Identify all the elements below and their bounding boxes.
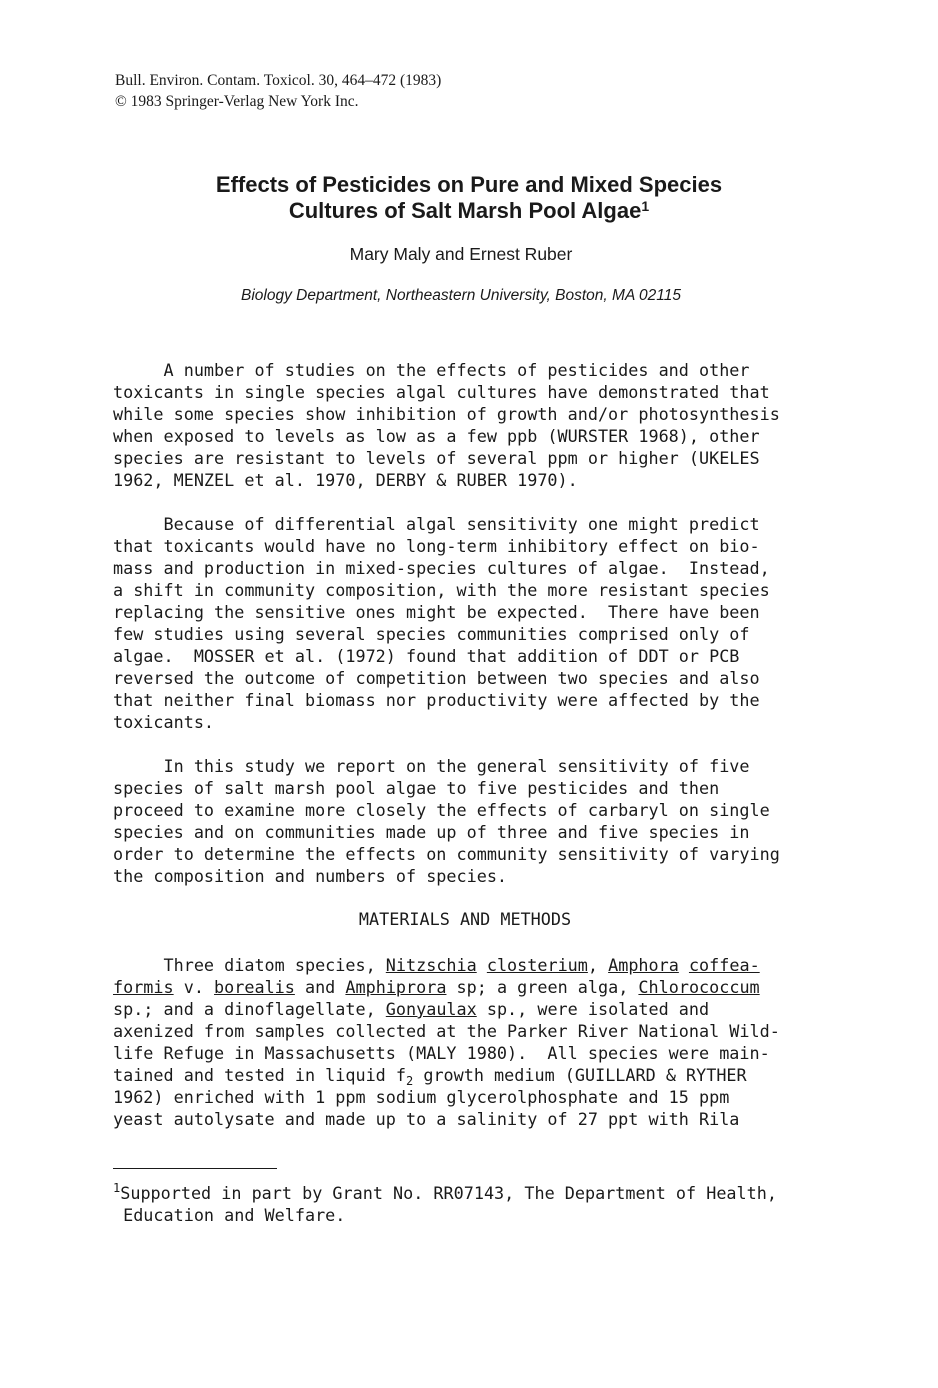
text-line: Because of differential algal sensitivity one might predict: [113, 514, 760, 534]
text-line: life Refuge in Massachusetts (MALY 1980). All species were main-: [113, 1043, 770, 1063]
text-line: replacing the sensitive ones might be expected. There have been: [113, 602, 760, 622]
subscript: 2: [406, 1074, 414, 1088]
text-line: the composition and numbers of species.: [113, 866, 508, 886]
genus-name: Amphiprora: [345, 977, 447, 997]
footnote-line-2: Education and Welfare.: [113, 1205, 346, 1225]
text-line: species are resistant to levels of several ppm or higher (UKELES: [113, 448, 760, 468]
text-line: algae. MOSSER et al. (1972) found that addition of DDT or PCB: [113, 646, 740, 666]
text-line: when exposed to levels as low as a few ppb (WURSTER 1968), other: [113, 426, 760, 446]
intro-paragraph-1: [113, 359, 780, 491]
text-line: proceed to examine more closely the effects of carbaryl on single: [113, 800, 770, 820]
text-line: 1962, MENZEL et al. 1970, DERBY & RUBER 1970).: [113, 470, 578, 490]
text-line: tained and tested in liquid $f_2$ growth medium (GUILLARD & RYTHER: [113, 1065, 747, 1088]
text-line: that toxicants would have no long-term inhibitory effect on bio-: [113, 536, 760, 556]
footnote-line-1: $^1$Supported in part by Grant No. RR07143, The Department of Health,: [113, 1181, 777, 1203]
affiliation: Biology Department, Northeastern University, Boston, MA 02115: [241, 287, 681, 304]
text-line: In this study we report on the general sensitivity of five: [113, 756, 750, 776]
footnote-marker: 1: [113, 1181, 121, 1195]
title-line-2: [0, 198, 938, 224]
text-line: axenized from samples collected at the Parker River National Wild-: [113, 1021, 780, 1041]
species-name: closterium: [486, 955, 588, 975]
genus-name: Nitzschia: [385, 955, 477, 975]
text-line: few studies using several species communities comprised only of: [113, 624, 750, 644]
text-line: A number of studies on the effects of pesticides and other: [113, 360, 750, 380]
text-line: reversed the outcome of competition between two species and also: [113, 668, 760, 688]
text-line: order to determine the effects on community sensitivity of varying: [113, 844, 780, 864]
text-line: Three diatom species, Nitzschia closterium, Amphora coffea-: [113, 955, 760, 975]
text-line: sp.; and a dinoflagellate, Gonyaulax sp., were isolated and: [113, 999, 710, 1019]
text-line: mass and production in mixed-species cultures of algae. Instead,: [113, 558, 770, 578]
section-heading: MATERIALS AND METHODS: [358, 909, 572, 929]
journal-citation: Bull. Environ. Contam. Toxicol. 30, 464–472 (1983): [115, 72, 442, 89]
footnote-rule: [113, 1168, 277, 1169]
text-line: species and on communities made up of three and five species in: [113, 822, 750, 842]
text-line: while some species show inhibition of growth and/or photosynthesis: [113, 404, 780, 424]
genus-name: Amphora: [608, 955, 679, 975]
title-line-2-text: Cultures of Salt Marsh Pool Algae: [288, 198, 642, 223]
methods-paragraph-1: [113, 954, 780, 1130]
text-line: species of salt marsh pool algae to five pesticides and then: [113, 778, 720, 798]
intro-paragraph-3: [113, 755, 780, 887]
genus-name: Chlorococcum: [638, 977, 760, 997]
text-line: yeast autolysate and made up to a salinity of 27 ppt with Rila: [113, 1109, 740, 1129]
text-line: that neither final biomass nor productivity were affected by the: [113, 690, 760, 710]
variety-name: borealis: [214, 977, 295, 997]
text-line: toxicants in single species algal cultures have demonstrated that: [113, 382, 770, 402]
species-name: coffea-: [688, 955, 760, 975]
title-footnote-marker: 1: [641, 198, 650, 214]
intro-paragraph-2: [113, 513, 770, 733]
title-line-1: Effects of Pesticides on Pure and Mixed Species: [215, 172, 723, 197]
text-line: a shift in community composition, with the more resistant species: [113, 580, 770, 600]
species-name: formis: [113, 977, 174, 997]
text-line: toxicants.: [113, 712, 215, 732]
authors: Mary Maly and Ernest Ruber: [349, 244, 573, 264]
paper-title: [0, 172, 938, 224]
journal-header: [115, 70, 441, 112]
text-line: 1962) enriched with 1 ppm sodium glycerolphosphate and 15 ppm: [113, 1087, 730, 1107]
genus-name: Gonyaulax: [385, 999, 477, 1019]
journal-copyright: © 1983 Springer-Verlag New York Inc.: [115, 93, 359, 110]
footnote: [113, 1182, 777, 1226]
text-line: formis v. borealis and Amphiprora sp; a green alga, Chlorococcum: [113, 977, 760, 997]
